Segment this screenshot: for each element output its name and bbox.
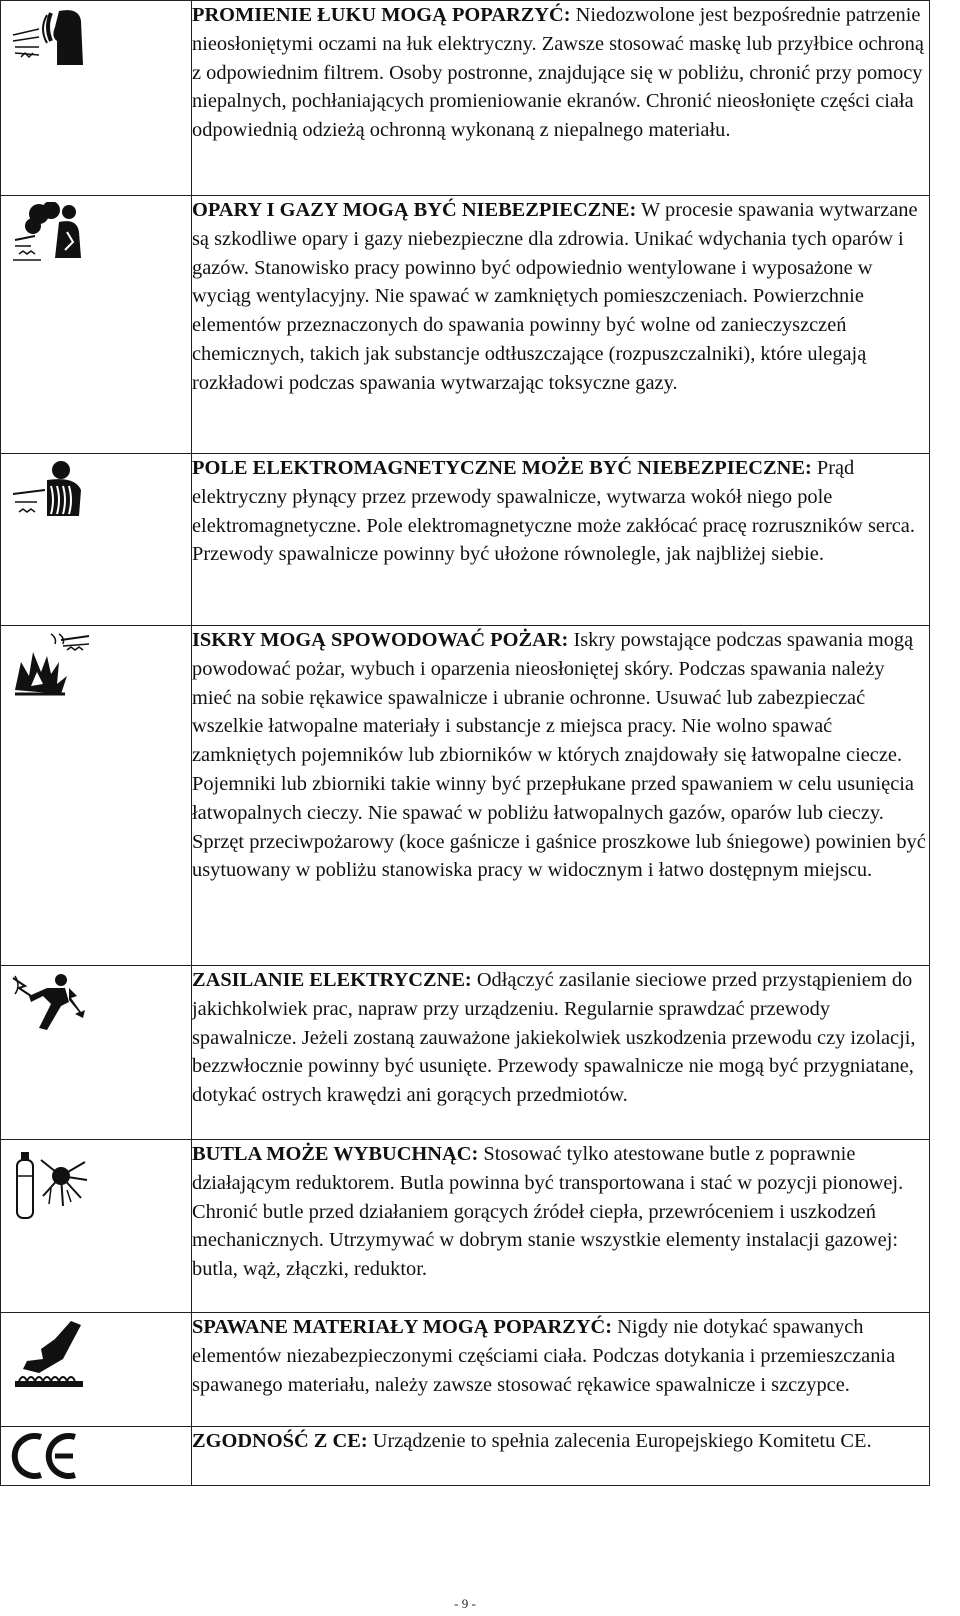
fumes-gases-icon (11, 202, 91, 264)
warning-title: ZGODNOŚĆ Z CE: (192, 1430, 368, 1452)
icon-cell (1, 1313, 192, 1427)
warning-text-cell (192, 454, 930, 626)
warning-text-cell (192, 966, 930, 1140)
ce-mark-icon (11, 1431, 81, 1481)
warning-row-hot-parts (1, 1313, 930, 1427)
icon-cell (1, 966, 192, 1140)
warning-body: Odłączyć zasilanie sieciowe przed przystąpieniem do jakichkolwiek prac, napraw przy urządzeniu. Regularnie sprawdzać przewody spawalnicze. Jeżeli zostaną zauważone jakiekolwiek uszkodzenia przewodu czy izolacji, bezzwłocznie powinny być usunięte. Przewody spawalnicze nie mogą być przygniatane, dotykać ostrych krawędzi ani gorących przedmiotów. (192, 969, 916, 1107)
warning-body: W procesie spawania wytwarzane są szkodliwe opary i gazy niebezpieczne dla zdrowia. Unikać wdychania tych oparów i gazów. Stanowisko pracy powinno być odpowiednio wentylowane i wyposażone w wyciąg wentylacyjny. Nie spawać w zamkniętych pomieszczeniach. Powierzchnie elementów przeznaczonych do spawania powinny być wolne od zanieczyszczeń chemicznych, takich jak substancje odtłuszczające (rozpuszczalniki), które ulegają rozkładowi podczas spawania wytwarzając toksyczne gazy. (192, 199, 918, 394)
icon-cell (1, 1, 192, 196)
warning-title: POLE ELEKTROMAGNETYCZNE MOŻE BYĆ NIEBEZPIECZNE: (192, 457, 812, 479)
warning-title: SPAWANE MATERIAŁY MOGĄ POPARZYĆ: (192, 1316, 613, 1338)
sparks-fire-explosion-icon (11, 632, 93, 698)
icon-cell (1, 196, 192, 454)
icon-cell (1, 1427, 192, 1486)
electromagnetic-field-icon (11, 460, 91, 522)
warning-title: PROMIENIE ŁUKU MOGĄ POPARZYĆ: (192, 4, 571, 26)
warning-row-electric (1, 966, 930, 1140)
hot-parts-hand-icon (11, 1319, 91, 1389)
warning-body: Iskry powstające podczas spawania mogą powodować pożar, wybuch i oparzenia nieosłoniętej skóry. Podczas spawania należy mieć na sobie rękawice spawalnicze i ubranie ochronne. Usuwać lub zabezpieczać wszelkie łatwopalne materiały i substancje z miejsca pracy. Nie wolno spawać zamkniętych pojemników lub zbiorników w których znajdowały się łatwopalne ciecze. Pojemniki lub zbiorniki takie winny być przepłukane przed spawaniem w celu usunięcia łatwopalnych cieczy. Nie spawać w pobliżu łatwopalnych gazów, oparów lub cieczy. Sprzęt przeciwpożarowy (koce gaśnicze i gaśnice proszkowe lub śniegowe) powinien być usytuowany w pobliżu stanowiska pracy w widocznym i łatwo dostępnym miejscu. (192, 629, 926, 882)
warning-text-cell (192, 1427, 930, 1486)
warning-body: Niedozwolone jest bezpośrednie patrzenie nieosłoniętymi oczami na łuk elektryczny. Zawsze stosować maskę lub przyłbice ochroną z odpowiednim filtrem. Osoby postronne, znajdujące się w pobliżu, chronić przy pomocy niepalnych, pochłaniających promieniowanie ekranów. Chronić nieosłonięte części ciała odpowiednią odzieżą ochronną wykonaną z niepalnego materiału. (192, 4, 924, 142)
warning-row-cylinder (1, 1140, 930, 1313)
gas-cylinder-explosion-icon (11, 1146, 91, 1220)
page-number: - 9 - (454, 1596, 476, 1611)
warning-title: OPARY I GAZY MOGĄ BYĆ NIEBEZPIECZNE: (192, 199, 637, 221)
icon-cell (1, 626, 192, 966)
warning-text-cell (192, 196, 930, 454)
icon-cell (1, 1140, 192, 1313)
icon-cell (1, 454, 192, 626)
arc-rays-welder-mask-icon (11, 7, 91, 67)
warning-title: ZASILANIE ELEKTRYCZNE: (192, 969, 472, 991)
warning-text-cell (192, 1313, 930, 1427)
electric-shock-icon (11, 972, 91, 1034)
warning-row-fumes (1, 196, 930, 454)
warning-row-sparks (1, 626, 930, 966)
warning-row-emf (1, 454, 930, 626)
warning-body: Prąd elektryczny płynący przez przewody spawalnicze, wytwarza wokół niego pole elektromagnetyczne. Pole elektromagnetyczne może zakłócać pracę rozruszników serca. Przewody spawalnicze powinny być ułożone równolegle, jak najbliżej siebie. (192, 457, 915, 566)
warning-row-ce (1, 1427, 930, 1486)
warning-body: Nigdy nie dotykać spawanych elementów niezabezpieczonymi częściami ciała. Podczas dotykania i przemieszczania spawanego materiału, należy zawsze stosować rękawice spawalnicze i szczypce. (192, 1316, 896, 1396)
warning-title: ISKRY MOGĄ SPOWODOWAĆ POŻAR: (192, 629, 569, 651)
warning-text-cell (192, 1140, 930, 1313)
warning-body: Stosować tylko atestowane butle z poprawnie działającym reduktorem. Butla powinna być transportowana i stać w pozycji pionowej. Chronić butle przed działaniem gorących źródeł ciepła, przewróceniem i uszkodzeń mechanicznych. Utrzymywać w dobrym stanie wszystkie elementy instalacji gazowej: butla, wąż, złączki, reduktor. (192, 1143, 904, 1281)
warning-text-cell (192, 626, 930, 966)
warning-text-cell (192, 1, 930, 196)
warning-row-arc-rays (1, 1, 930, 196)
warning-title: BUTLA MOŻE WYBUCHNĄC: (192, 1143, 479, 1165)
warning-body: Urządzenie to spełnia zalecenia Europejskiego Komitetu CE. (367, 1430, 872, 1452)
